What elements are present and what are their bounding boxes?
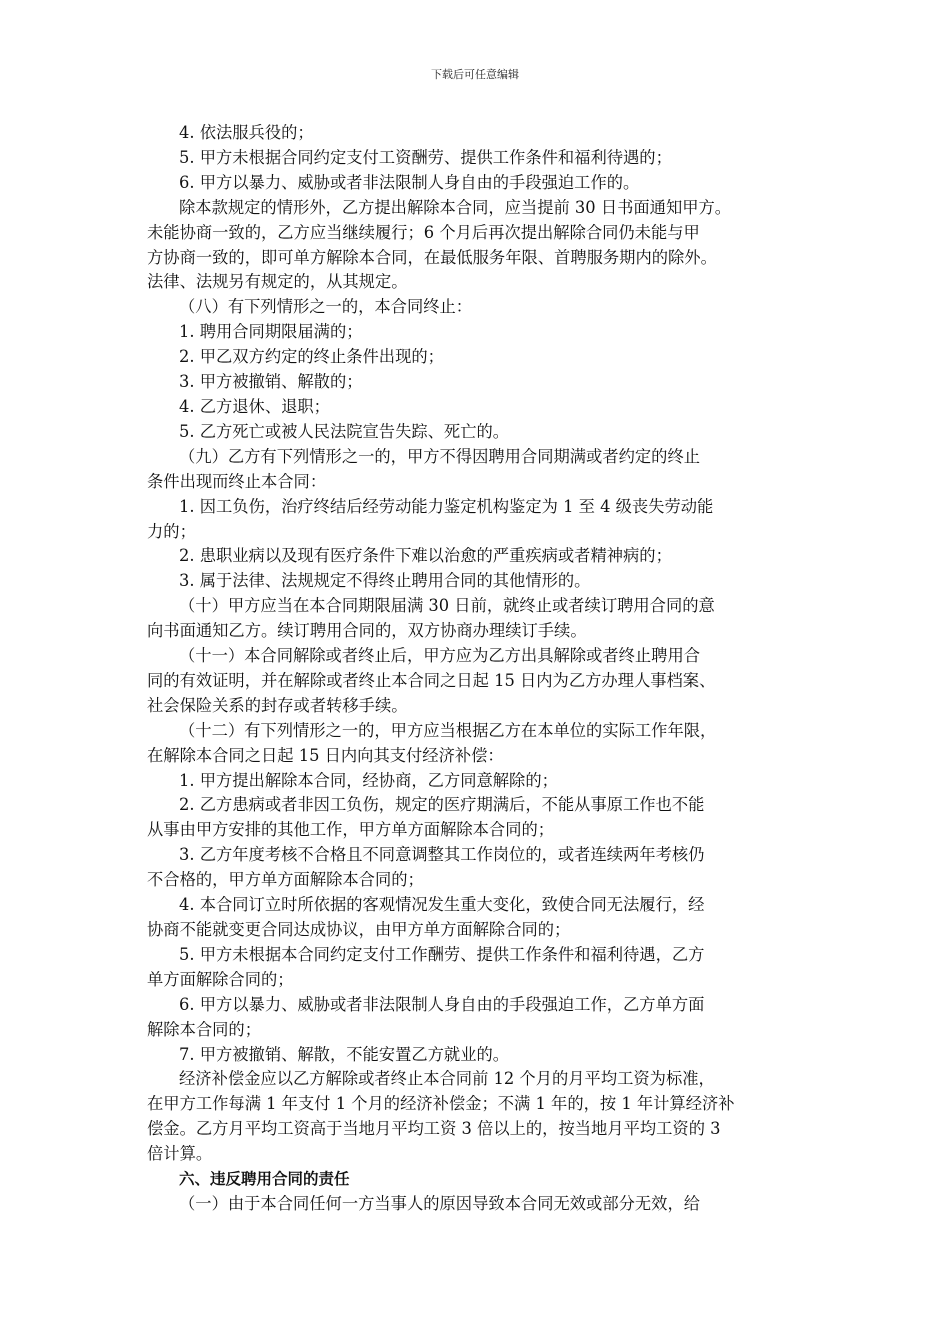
paragraph-line: 力的； bbox=[147, 521, 196, 541]
document-body bbox=[147, 121, 807, 1217]
paragraph-line: 法律、法规另有规定的，从其规定。 bbox=[147, 272, 408, 292]
paragraph-line: 协商不能就变更合同达成协议，由甲方单方面解除合同的； bbox=[147, 920, 571, 939]
paragraph-line: 1. 因工负伤，治疗终结后经劳动能力鉴定机构鉴定为 1 至 4 级丧失劳动能 bbox=[179, 496, 714, 516]
paragraph-line: 4. 依法服兵役的； bbox=[179, 123, 314, 142]
paragraph-line: （十二）有下列情形之一的，甲方应当根据乙方在本单位的实际工作年限， bbox=[179, 720, 717, 740]
paragraph-line: 5. 甲方未根据合同约定支付工资酬劳、提供工作条件和福利待遇的； bbox=[179, 147, 672, 167]
paragraph-line: 同的有效证明，并在解除或者终止本合同之日起 15 日内为乙方办理人事档案、 bbox=[147, 670, 716, 690]
paragraph-line: 1. 甲方提出解除本合同，经协商，乙方同意解除的； bbox=[179, 770, 558, 790]
paragraph-line: 3. 属于法律、法规规定不得终止聘用合同的其他情形的。 bbox=[179, 571, 591, 591]
paragraph-line: 不合格的，甲方单方面解除本合同的； bbox=[147, 870, 424, 890]
paragraph-line: 2. 乙方患病或者非因工负伤，规定的医疗期满后，不能从事原工作也不能 bbox=[179, 795, 705, 815]
paragraph-line: 方协商一致的，即可单方解除本合同，在最低服务年限、首聘服务期内的除外。 bbox=[147, 247, 717, 267]
paragraph-line: 4. 本合同订立时所依据的客观情况发生重大变化，致使合同无法履行，经 bbox=[179, 895, 705, 915]
paragraph-line: 7. 甲方被撤销、解散，不能安置乙方就业的。 bbox=[179, 1044, 510, 1064]
paragraph-line: 从事由甲方安排的其他工作，甲方单方面解除本合同的； bbox=[147, 820, 555, 840]
paragraph-line: 社会保险关系的封存或者转移手续。 bbox=[147, 695, 408, 715]
paragraph-line: 2. 甲乙双方约定的终止条件出现的； bbox=[179, 347, 444, 367]
paragraph-line: 2. 患职业病以及现有医疗条件下难以治愈的严重疾病或者精神病的； bbox=[179, 546, 672, 566]
paragraph-line: 经济补偿金应以乙方解除或者终止本合同前 12 个月的月平均工资为标准， bbox=[179, 1069, 715, 1089]
paragraph-line: （一）由于本合同任何一方当事人的原因导致本合同无效或部分无效，给 bbox=[179, 1193, 701, 1213]
paragraph-line: 解除本合同的； bbox=[147, 1019, 261, 1039]
section-heading: 六、违反聘用合同的责任 bbox=[179, 1170, 350, 1189]
paragraph-line: 4. 乙方退休、退职； bbox=[179, 396, 330, 416]
paragraph-line: （十）甲方应当在本合同期限届满 30 日前，就终止或者续订聘用合同的意 bbox=[179, 596, 715, 616]
paragraph-line: 单方面解除合同的； bbox=[147, 969, 294, 989]
paragraph-line: 3. 乙方年度考核不合格且不同意调整其工作岗位的，或者连续两年考核仍 bbox=[179, 845, 705, 865]
paragraph-line: （九）乙方有下列情形之一的，甲方不得因聘用合同期满或者约定的终止 bbox=[179, 446, 701, 466]
paragraph-line: 条件出现而终止本合同： bbox=[147, 471, 327, 491]
paragraph-line: 未能协商一致的，乙方应当继续履行；6 个月后再次提出解除合同仍未能与甲 bbox=[147, 222, 700, 242]
paragraph-line: 除本款规定的情形外，乙方提出解除本合同，应当提前 30 日书面通知甲方。 bbox=[179, 197, 732, 217]
paragraph-line: 向书面通知乙方。续订聘用合同的，双方协商办理续订手续。 bbox=[147, 621, 587, 641]
paragraph-line: （八）有下列情形之一的，本合同终止： bbox=[179, 297, 473, 317]
paragraph-line: 5. 乙方死亡或被人民法院宣告失踪、死亡的。 bbox=[179, 421, 510, 441]
paragraph-line: 在甲方工作每满 1 年支付 1 个月的经济补偿金；不满 1 年的，按 1 年计算经济补 bbox=[147, 1094, 735, 1114]
page-header: 下载后可任意编辑 bbox=[431, 68, 519, 81]
paragraph-line: 1. 聘用合同期限届满的； bbox=[179, 322, 363, 342]
paragraph-line: 6. 甲方以暴力、威胁或者非法限制人身自由的手段强迫工作，乙方单方面 bbox=[179, 994, 705, 1014]
paragraph-line: 5. 甲方未根据本合同约定支付工作酬劳、提供工作条件和福利待遇，乙方 bbox=[179, 944, 705, 964]
paragraph-line: 6. 甲方以暴力、威胁或者非法限制人身自由的手段强迫工作的。 bbox=[179, 172, 640, 192]
paragraph-line: 偿金。乙方月平均工资高于当地月平均工资 3 倍以上的，按当地月平均工资的 3 bbox=[147, 1119, 721, 1139]
paragraph-line: 倍计算。 bbox=[147, 1144, 213, 1164]
paragraph-line: 在解除本合同之日起 15 日内向其支付经济补偿： bbox=[147, 745, 504, 765]
paragraph-line: （十一）本合同解除或者终止后，甲方应为乙方出具解除或者终止聘用合 bbox=[179, 646, 701, 666]
paragraph-line: 3. 甲方被撤销、解散的； bbox=[179, 372, 363, 392]
